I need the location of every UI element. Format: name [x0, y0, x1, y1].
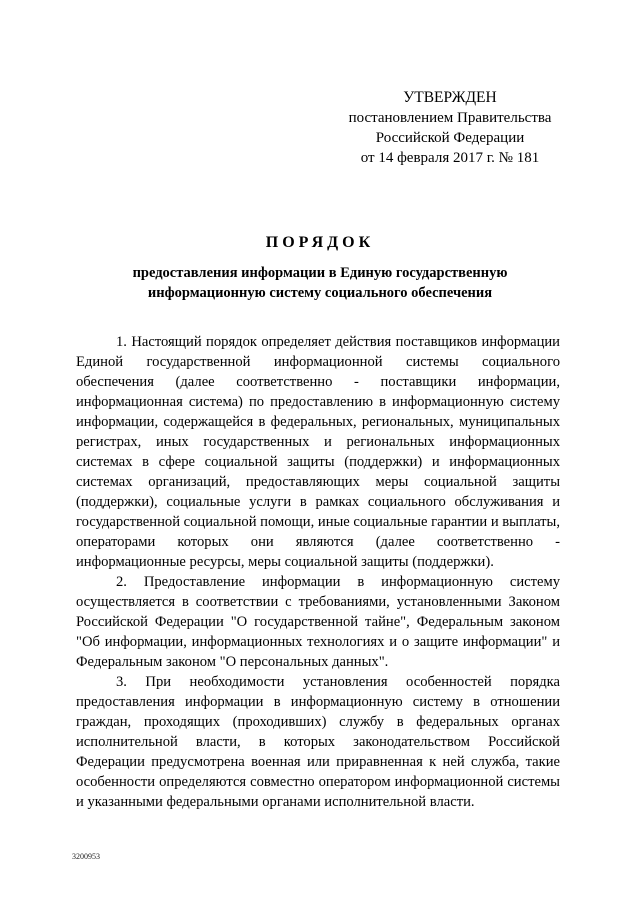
document-title: ПОРЯДОК — [265, 234, 375, 251]
paragraph-2: 2. Предоставление информации в информационную систему осуществляется в соответствии с требованиями, установленными Законом Российской Федерации "О государственной тайне", Федеральным законом "Об информации, информационных технологиях и о защите информации" и Федеральным законом "О персональных данных". — [76, 574, 560, 670]
paragraph-3: 3. При необходимости установления особенностей порядка предоставления информации в информационную систему в отношении граждан, проходящих (проходивших) службу в федеральных органах исполнительной власти, в которых законодательством Российской Федерации предусмотрена военная или приравненная к ней служба, такие особенности определяются совместно оператором информационной системы и указанными федеральными органами исполнительной власти. — [76, 674, 560, 810]
subtitle-line-1: предоставления информации в Единую государственную — [132, 265, 508, 281]
document-body — [76, 332, 560, 812]
document-code: 3200953 — [72, 852, 100, 861]
approval-date-number: от 14 февраля 2017 г. № 181 — [360, 150, 540, 166]
approval-block — [340, 88, 560, 168]
approved-label: УТВЕРЖДЕН — [403, 89, 497, 106]
paragraph-1: 1. Настоящий порядок определяет действия поставщиков информации Единой государственной информационной системы социального обеспечения (далее соответственно - поставщики информации, информационная система) по предоставлению в информационную систему информации, содержащейся в федеральных, региональных, муниципальных регистрах, иных государственных и региональных информационных системах в сфере социальной защиты (поддержки) и информационных системах организаций, предоставляющих меры социальной защиты (поддержки), социальные услуги в рамках социального обслуживания и государственной социальной помощи, иные социальные гарантии и выплаты, операторами которых они являются (далее соответственно - информационные ресурсы, меры социальной защиты (поддержки). — [76, 334, 560, 570]
subtitle-line-2: информационную систему социального обеспечения — [147, 285, 493, 301]
approval-line-1: постановлением Правительства — [348, 110, 552, 126]
document-subtitle — [80, 263, 560, 303]
approval-line-2: Российской Федерации — [375, 130, 525, 146]
